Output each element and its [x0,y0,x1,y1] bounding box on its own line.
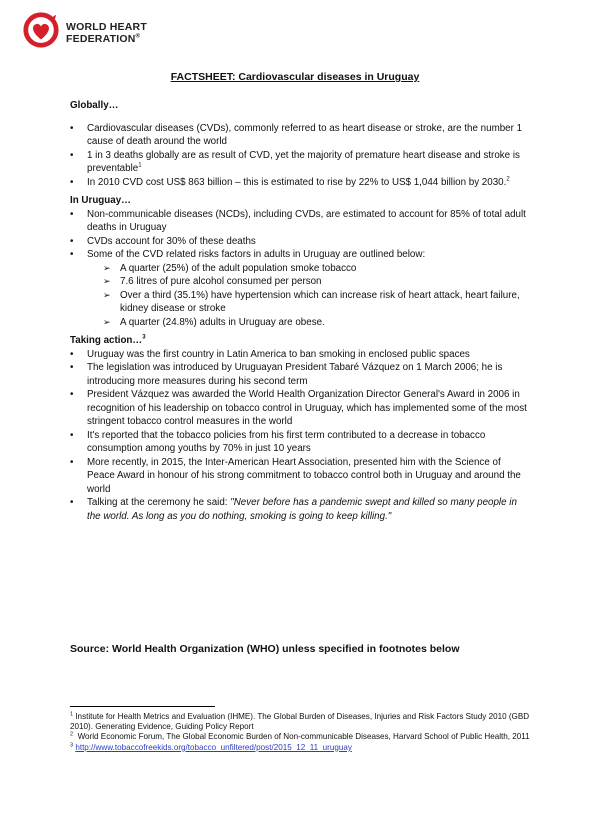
logo-wordmark [66,21,147,45]
source-statement: Source: World Health Organization (WHO) unless specified in footnotes below [70,643,460,655]
footnote-2: $^2$ World Economic Forum, The Global Economic Burden of Non-communicable Diseases, Harvard School of Public Health, 2011 [70,731,530,742]
footnotes [70,712,530,753]
action-list [70,348,530,524]
section-heading-taking-action: Taking action…$^3$ [70,334,146,346]
list-item: • In 2010 CVD cost US$ 863 billion – this is estimated to rise by 22% to US$ 1,044 billion by 2030.$^2$ [70,176,530,190]
list-item: • 1 in 3 deaths globally are as result of CVD, yet the majority of premature heart disease and stroke is preventable$^1$ [70,149,530,176]
footnote-3: $^3$ http://www.tobaccofreekids.org/tobacco_unfiltered/post/2015_12_11_uruguay [70,741,352,752]
list-item: • President Vázquez was awarded the World Health Organization Director General's Award in 2006 in recognition of his leadership on tobacco control in Uruguay, which has implemented some of the most stringent tobacco control measures in the world [70,388,530,429]
logo-line-2: FEDERATION® [66,33,141,45]
page-title: FACTSHEET: Cardiovascular diseases in Uruguay [170,71,420,83]
list-item: • The legislation was introduced by Uruguayan President Tabaré Vázquez on 1 March 2006; he is introducing more measures during his second term [70,361,530,388]
list-item: • It's reported that the tobacco policies from his first term contributed to a decrease in tobacco consumption among youths by 70% in just 10 years [70,429,530,456]
uruguay-list [70,208,530,330]
risk-factor-item: ➢ 7.6 litres of pure alcohol consumed per person [103,275,530,289]
footnote-ref: 1 [138,162,142,169]
world-heart-federation-logo [22,11,172,51]
list-item: • Non-communicable diseases (NCDs), including CVDs, are estimated to account for 85% of total adult deaths in Uruguay [70,208,530,235]
section-heading-globally: Globally… [70,100,119,111]
heart-logo-icon [22,11,60,49]
list-item: • Talking at the ceremony he said: "Never before has a pandemic swept and killed so many people in the world. As long as you do nothing, smoking is going to keep killing." [70,496,530,523]
section-heading-uruguay: In Uruguay… [70,195,131,206]
list-item: • Some of the CVD related risks factors in adults in Uruguay are outlined below: ➢ A quarter (25%) of the adult population smoke tobacco ➢ 7.6 litres of pure alcohol consumed per person ➢ Over a third (35.1%) have hypertension which can increase risk of heart attack, heart failure, kidney disease or stroke ➢ A quarter (24.8%) adults in Uruguay are obese. [70,248,530,329]
footnote-1: $^1$ Institute for Health Metrics and Evaluation (IHME). The Global Burden of Diseases, Injuries and Risk Factors Study 2010 (GBD 2010). Generating Evidence, Guiding Policy Report [70,711,530,732]
factsheet-body [70,99,530,523]
list-item: • CVDs account for 30% of these deaths [70,235,530,249]
list-item: • More recently, in 2015, the Inter-American Heart Association, presented him with the Science of Peace Award in honour of his strong commitment to tobacco control both in Uruguay and around the world [70,456,530,497]
risk-factor-list [87,262,530,330]
list-item: • Uruguay was the first country in Latin America to ban smoking in enclosed public spaces [70,348,530,362]
globally-list [70,122,530,190]
footnote-link[interactable]: http://www.tobaccofreekids.org/tobacco_unfiltered/post/2015_12_11_uruguay [75,742,352,752]
footnote-ref: 2 [506,176,510,183]
list-item: • Cardiovascular diseases (CVDs), commonly referred to as heart disease or stroke, are the number 1 cause of death around the world [70,122,530,149]
footnote-divider [70,706,215,707]
footnote-ref: 3 [142,334,146,341]
vazquez-quote: "Never before has a pandemic swept and killed so many people in the world. As long as you do nothing, smoking is going to keep killing." [87,497,517,522]
risk-factor-item: ➢ Over a third (35.1%) have hypertension which can increase risk of heart attack, heart failure, kidney disease or stroke [103,289,530,316]
logo-line-1: WORLD HEART [66,21,147,33]
risk-factor-item: ➢ A quarter (24.8%) adults in Uruguay are obese. [103,316,530,330]
risk-factor-item: ➢ A quarter (25%) of the adult population smoke tobacco [103,262,530,276]
